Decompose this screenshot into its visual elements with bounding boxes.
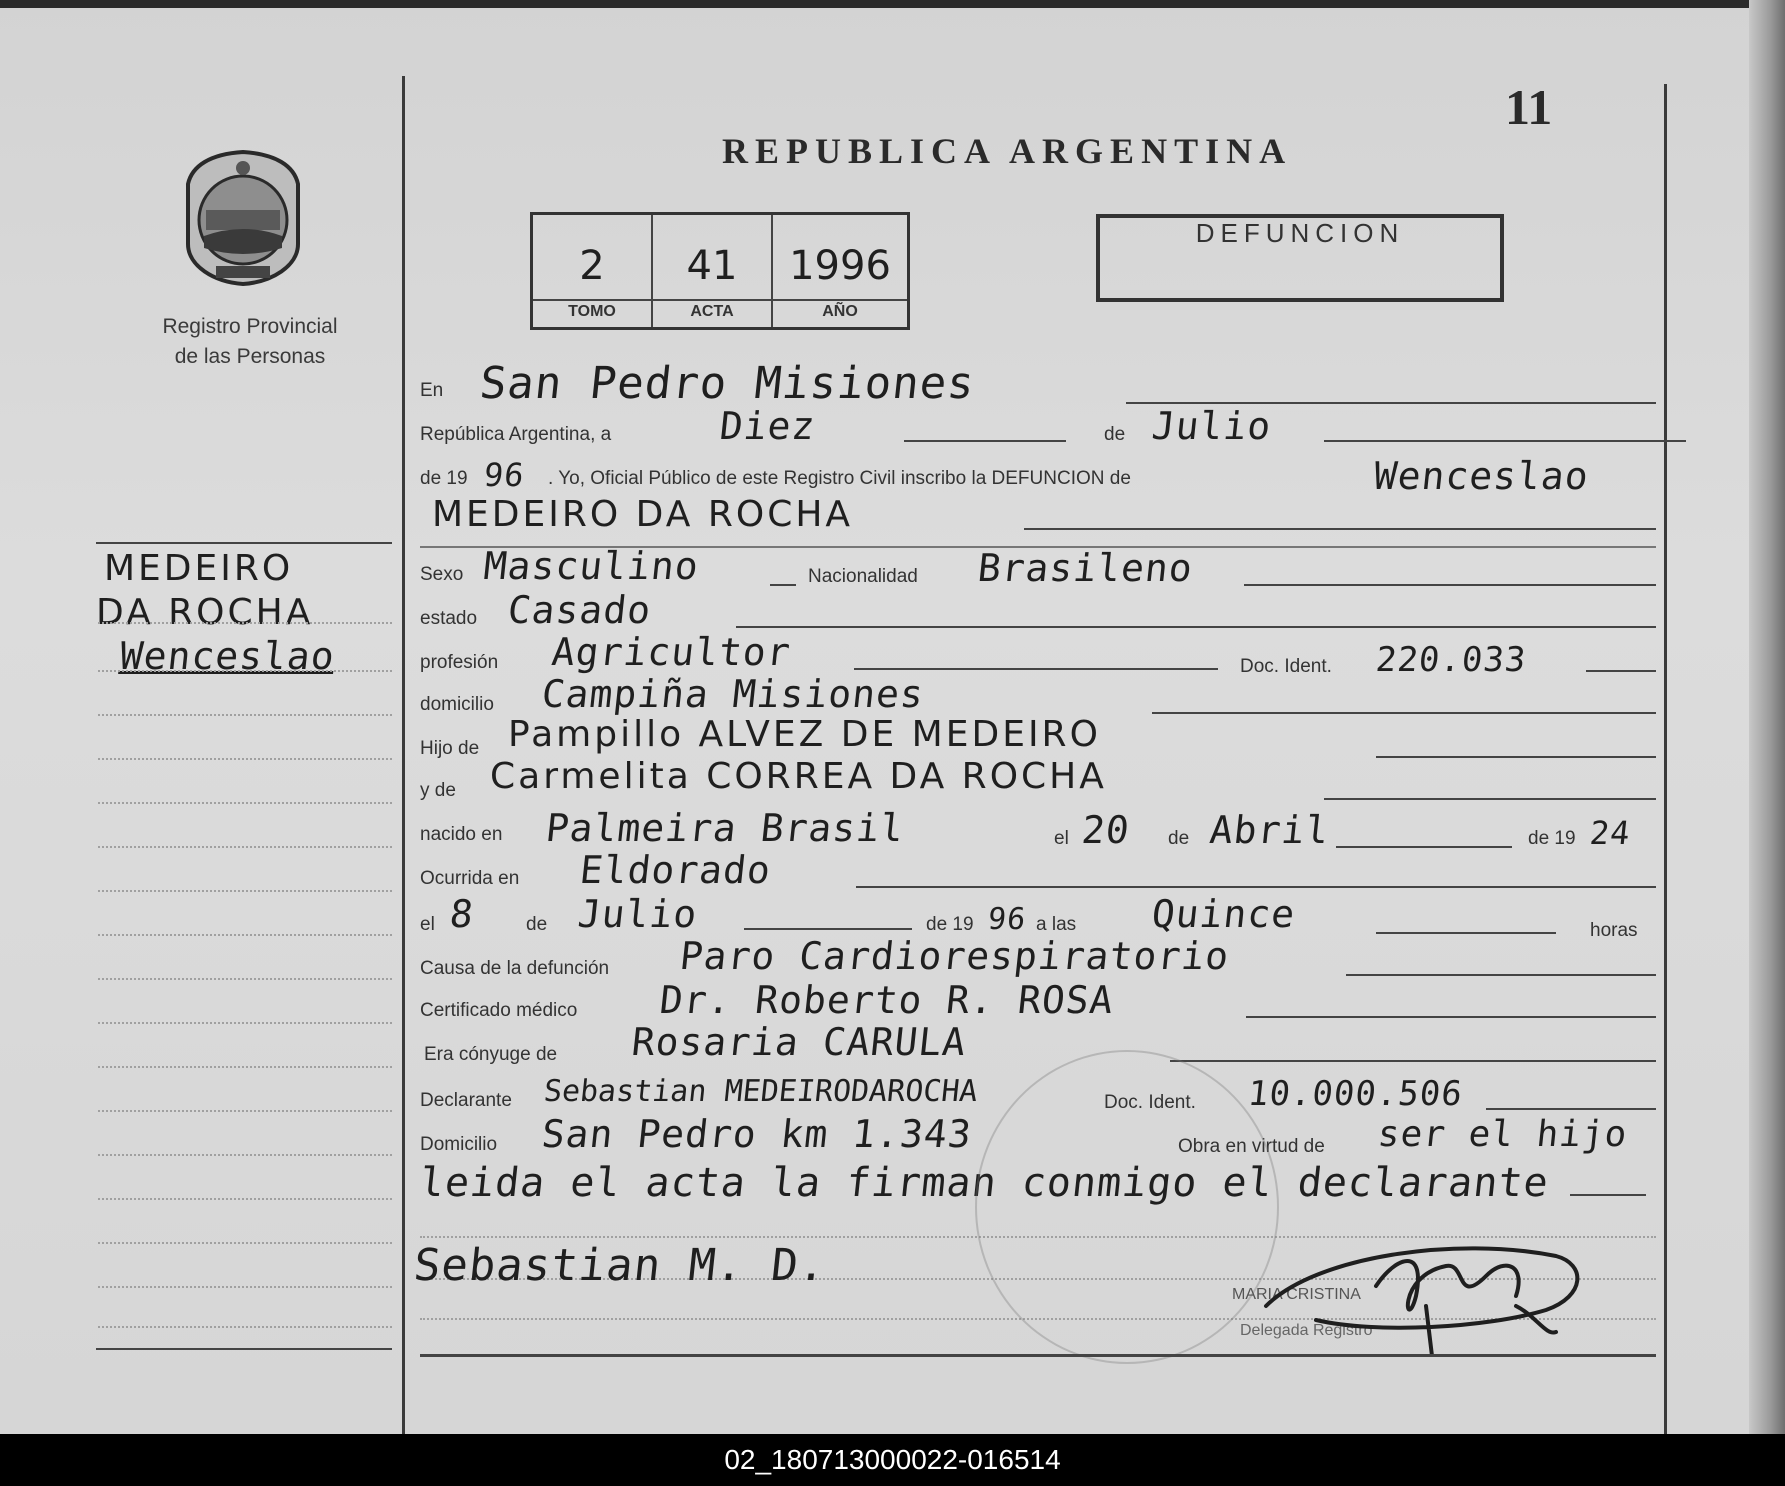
margin-surname-2: DA ROCHA: [96, 592, 314, 633]
nacionalidad-label: Nacionalidad: [808, 566, 918, 587]
page-edge-shadow: [1749, 0, 1785, 1434]
fill-line: [1324, 440, 1686, 442]
margin-dotted-line: [98, 846, 392, 848]
doc-label: Doc. Ident.: [1240, 656, 1332, 677]
birthplace-value: Palmeira Brasil: [543, 806, 907, 850]
declarant-doc-value: 10.000.506: [1245, 1074, 1465, 1114]
father-value: Pampillo ALVEZ DE MEDEIRO: [508, 714, 1101, 755]
birth-month-value: Abril: [1207, 808, 1332, 852]
fill-line: [1152, 712, 1656, 714]
fill-line: [1244, 584, 1656, 586]
en-label: En: [420, 380, 444, 401]
margin-top-rule: [96, 542, 392, 544]
fill-line: [744, 928, 912, 930]
profesion-value: Agricultor: [549, 630, 794, 674]
margin-first-name: Wenceslao: [117, 634, 338, 678]
sexo-label: Sexo: [420, 564, 464, 585]
profesion-label: profesión: [420, 652, 499, 673]
domicilio-label: domicilio: [420, 694, 494, 715]
estado-value: Casado: [505, 588, 654, 632]
official-signature-icon: [1256, 1216, 1596, 1356]
margin-dotted-line: [98, 1154, 392, 1156]
margin-dotted-line: [98, 670, 392, 672]
acta-label: ACTA: [690, 303, 734, 320]
fill-line: [1586, 670, 1656, 672]
stamp-line-2: Delegada Registro: [1240, 1322, 1373, 1339]
ano-cell: [773, 215, 907, 327]
footer-id: 02_180713000022-016514: [0, 1434, 1785, 1486]
fill-line: [854, 668, 1218, 670]
margin-dotted-line: [98, 622, 392, 624]
fill-line: [1346, 974, 1656, 976]
margin-dotted-line: [98, 1326, 392, 1328]
day-value: Diez: [717, 404, 818, 448]
first-name-value: Wenceslao: [1371, 454, 1592, 498]
obra-value: ser el hijo: [1375, 1114, 1630, 1155]
margin-bottom-rule: [96, 1348, 392, 1350]
acta-value: 41: [686, 243, 738, 289]
declarant-signature: Sebastian M. D.: [411, 1240, 830, 1291]
yde-label: y de: [420, 780, 456, 801]
birth-year-prefix: de 19: [1528, 828, 1576, 849]
year-value: 96: [482, 456, 527, 494]
death-day-value: 8: [447, 892, 477, 936]
el-label: el: [1054, 828, 1069, 849]
margin-dotted-line: [98, 1198, 392, 1200]
margin-dotted-line: [98, 934, 392, 936]
fill-line: [770, 584, 796, 586]
domicilio-value: Campiña Misiones: [539, 672, 927, 716]
margin-dotted-line: [98, 890, 392, 892]
de-label-3: de: [526, 914, 548, 935]
death-year-prefix: de 19: [926, 914, 974, 935]
margin-dotted-line: [98, 802, 392, 804]
record-type-box: [1096, 214, 1504, 302]
inscribo-text: . Yo, Oficial Público de este Registro Civil inscribo la DEFUNCION de: [548, 468, 1131, 489]
republica-label: República Argentina, a: [420, 424, 612, 445]
domicilio2-label: Domicilio: [420, 1134, 498, 1155]
tomo-label: TOMO: [568, 303, 616, 320]
declarant-value: Sebastian MEDEIRODAROCHA: [542, 1074, 980, 1109]
closing-statement: leida el acta la firman conmigo el declarante: [417, 1160, 1552, 1206]
de-label: de: [1104, 424, 1126, 445]
margin-dotted-line: [98, 1286, 392, 1288]
top-border: [0, 0, 1785, 8]
tomo-value: 2: [579, 243, 605, 289]
acta-cell: [653, 215, 773, 327]
death-place-value: Eldorado: [577, 848, 774, 892]
doctor-value: Dr. Roberto R. ROSA: [657, 978, 1116, 1022]
country-heading: REPUBLICA ARGENTINA: [722, 131, 1293, 171]
mother-value: Carmelita CORREA DA ROCHA: [490, 756, 1107, 797]
fill-line: [1336, 846, 1512, 848]
registry-name: Registro Provincial de las Personas: [162, 315, 338, 368]
margin-dotted-line: [98, 1022, 392, 1024]
certificado-label: Certificado médico: [420, 1000, 578, 1021]
margin-dotted-line: [98, 1242, 392, 1244]
birth-year-value: 24: [1588, 814, 1633, 852]
ano-value: 1996: [789, 243, 891, 289]
bottom-rule: [420, 1354, 1656, 1357]
record-number-box: [530, 212, 910, 330]
fill-line: [736, 626, 1656, 628]
fill-line: [1324, 798, 1656, 800]
right-divider: [1664, 84, 1667, 1434]
hour-value: Quince: [1149, 892, 1298, 936]
declarant-address-value: San Pedro km 1.343: [539, 1112, 975, 1156]
surname-value: MEDEIRO DA ROCHA: [432, 494, 854, 535]
death-year-value: 96: [986, 902, 1028, 937]
alas-label: a las: [1036, 914, 1077, 935]
page-number: 11: [1505, 79, 1553, 135]
tomo-cell: [533, 215, 653, 327]
obra-label: Obra en virtud de: [1178, 1136, 1325, 1157]
ocurrida-label: Ocurrida en: [420, 868, 520, 889]
declarante-label: Declarante: [420, 1090, 512, 1111]
margin-dotted-line: [98, 1066, 392, 1068]
fill-line: [1170, 1060, 1656, 1062]
caption-divider: [533, 299, 907, 301]
margin-surname-1: MEDEIRO: [104, 548, 294, 589]
margin-dotted-line: [98, 1110, 392, 1112]
official-stamp: [975, 1050, 1279, 1364]
doc-value: 220.033: [1373, 640, 1529, 680]
fill-line: [1570, 1194, 1646, 1196]
death-month-value: Julio: [575, 892, 700, 936]
fill-line: [1376, 932, 1556, 934]
birth-day-value: 20: [1079, 808, 1133, 852]
margin-divider: [402, 76, 405, 1434]
causa-label: Causa de la defunción: [420, 958, 610, 979]
margin-dotted-line: [98, 758, 392, 760]
sexo-value: Masculino: [481, 544, 702, 588]
provincial-seal-icon: [180, 148, 306, 288]
ano-label: AÑO: [822, 303, 858, 320]
de-label-2: de: [1168, 828, 1190, 849]
fill-line: [1376, 756, 1656, 758]
record-type: DEFUNCION: [1195, 218, 1405, 248]
nacido-label: nacido en: [420, 824, 503, 845]
horas-label: horas: [1590, 920, 1638, 941]
fill-line: [1024, 528, 1656, 530]
fill-line: [904, 440, 1066, 442]
el-label-2: el: [420, 914, 435, 935]
place-value: San Pedro Misiones: [477, 358, 978, 409]
doc2-label: Doc. Ident.: [1104, 1092, 1196, 1113]
margin-dotted-line: [98, 714, 392, 716]
estado-label: estado: [420, 608, 478, 629]
year-prefix: de 19: [420, 468, 468, 489]
conyuge-label: Era cónyuge de: [424, 1044, 558, 1065]
fill-line: [1486, 1108, 1656, 1110]
hijo-label: Hijo de: [420, 738, 480, 759]
spouse-value: Rosaria CARULA: [629, 1020, 969, 1064]
stamp-line-1: MARIA CRISTINA: [1232, 1286, 1361, 1303]
month-value: Julio: [1149, 404, 1274, 448]
margin-dotted-line: [98, 978, 392, 980]
cause-value: Paro Cardiorespiratorio: [677, 934, 1232, 978]
fill-line: [1246, 1016, 1656, 1018]
nacionalidad-value: Brasileno: [975, 546, 1196, 590]
fill-line: [856, 886, 1656, 888]
